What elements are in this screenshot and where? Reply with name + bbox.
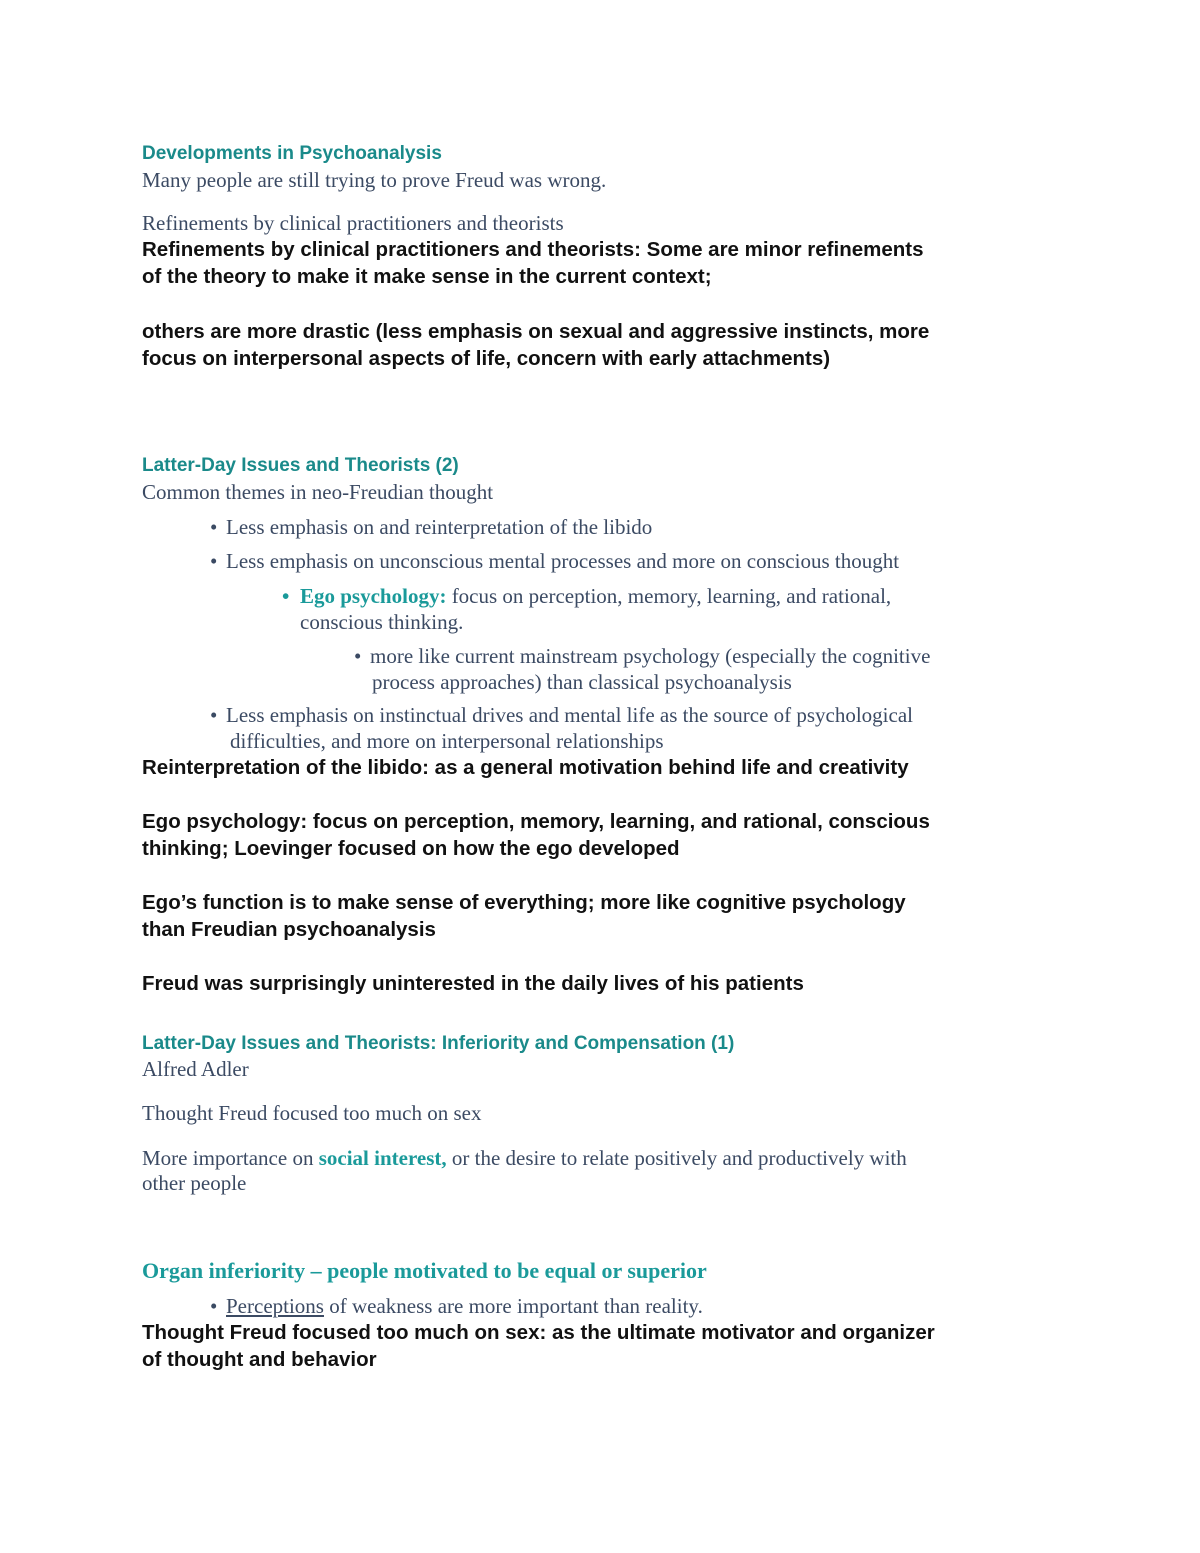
section-heading-inferiority: Latter-Day Issues and Theorists: Inferiority and Compensation (1) <box>142 1033 735 1054</box>
text-fragment: or the desire to relate positively and productively with <box>446 1146 907 1170</box>
list-item <box>210 549 899 574</box>
list-item <box>210 703 913 728</box>
text-fragment: More importance on <box>142 1146 319 1170</box>
note-line: Ego’s function is to make sense of everything; more like cognitive psychology <box>142 891 906 914</box>
note-line: others are more drastic (less emphasis on sexual and aggressive instincts, more <box>142 320 930 343</box>
text-line: Thought Freud focused too much on sex <box>142 1101 482 1125</box>
text-line: other people <box>142 1171 247 1195</box>
list-item-text: Less emphasis on and reinterpretation of the libido <box>226 515 653 539</box>
note-line: Refinements by clinical practitioners and theorists: Some are minor refinements <box>142 238 924 261</box>
section-heading-developments: Developments in Psychoanalysis <box>142 143 442 164</box>
bullet-icon: • <box>210 549 218 573</box>
note-line: than Freudian psychoanalysis <box>142 918 436 941</box>
bullet-icon: • <box>210 703 218 727</box>
list-item-text: Less emphasis on unconscious mental processes and more on conscious thought <box>226 549 900 573</box>
list-item-text: more like current mainstream psychology (especially the cognitive <box>370 644 931 668</box>
note-line: Freud was surprisingly uninterested in the daily lives of his patients <box>142 972 804 995</box>
bullet-icon: • <box>210 1294 218 1318</box>
list-item-text: of weakness are more important than reality. <box>323 1294 703 1318</box>
text-line-social-interest <box>142 1146 907 1171</box>
list-item-ego-psychology <box>282 584 891 609</box>
term-perceptions: Perceptions <box>226 1294 324 1318</box>
list-item-text: Less emphasis on instinctual drives and mental life as the source of psychological <box>226 703 913 727</box>
list-item-continuation: conscious thinking. <box>300 610 464 634</box>
organ-inferiority-heading: Organ inferiority – people motivated to be equal or superior <box>142 1258 707 1283</box>
term-social-interest: social interest, <box>318 1146 447 1170</box>
text-line: Refinements by clinical practitioners and theorists <box>142 211 564 235</box>
bullet-icon: • <box>210 515 218 539</box>
bullet-icon: • <box>282 584 290 608</box>
note-line: of the theory to make it make sense in the current context; <box>142 265 712 288</box>
list-item <box>354 644 930 669</box>
term-ego-psychology: Ego psychology: <box>300 584 447 608</box>
note-line: Thought Freud focused too much on sex: as the ultimate motivator and organizer <box>142 1321 935 1344</box>
note-line: thinking; Loevinger focused on how the ego developed <box>142 837 680 860</box>
list-item-continuation: process approaches) than classical psychoanalysis <box>372 670 792 694</box>
note-line: focus on interpersonal aspects of life, concern with early attachments) <box>142 347 831 370</box>
section-heading-latter-day-2: Latter-Day Issues and Theorists (2) <box>142 455 459 476</box>
text-line: Common themes in neo-Freudian thought <box>142 480 494 504</box>
list-item-continuation: difficulties, and more on interpersonal relationships <box>230 729 664 753</box>
note-line: Ego psychology: focus on perception, memory, learning, and rational, conscious <box>142 810 930 833</box>
text-line: Alfred Adler <box>142 1057 249 1081</box>
list-item <box>210 1294 703 1319</box>
note-line: of thought and behavior <box>142 1348 377 1371</box>
text-line: Many people are still trying to prove Freud was wrong. <box>142 168 607 192</box>
bullet-icon: • <box>354 644 362 668</box>
list-item <box>210 515 652 540</box>
list-item-text: focus on perception, memory, learning, and rational, <box>446 584 892 608</box>
note-line: Reinterpretation of the libido: as a general motivation behind life and creativity <box>142 756 909 779</box>
